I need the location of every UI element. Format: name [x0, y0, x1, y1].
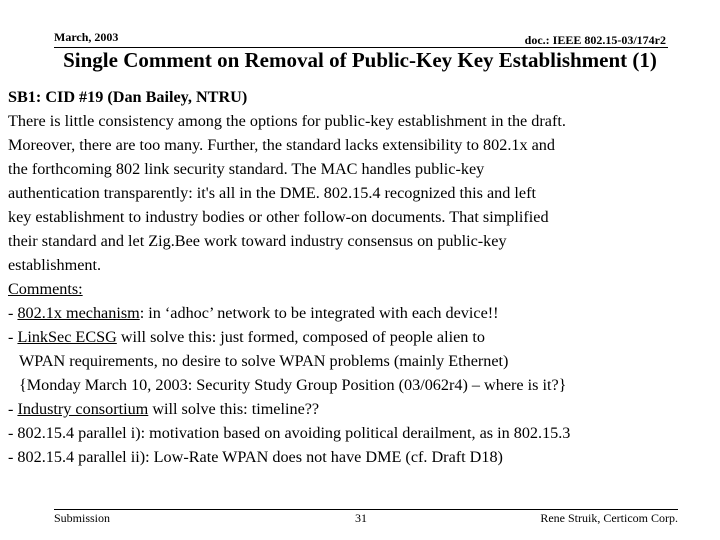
header-date: March, 2003 [54, 30, 119, 44]
comments-heading: Comments: [8, 280, 83, 298]
item-prefix: - [8, 400, 18, 418]
footer-author: Rene Struik, Certicom Corp. [540, 511, 678, 525]
item-text: will solve this: just formed, composed of people alien to [116, 328, 486, 346]
comment-line: authentication transparently: it's all in the DME. 802.15.4 recognized this and left [8, 184, 536, 202]
comment-line: Moreover, there are too many. Further, the standard lacks extensibility to 802.1x and [8, 136, 555, 154]
comments-item-parallel-ii: - 802.15.4 parallel ii): Low-Rate WPAN does not have DME (cf. Draft D18) [8, 448, 503, 466]
comment-line: key establishment to industry bodies or other follow-on documents. That simplified [8, 208, 549, 226]
comments-item-continuation: {Monday March 10, 2003: Security Study Group Position (03/062r4) – where is it?} [19, 376, 567, 394]
footer-divider [54, 509, 678, 510]
slide-body [8, 85, 716, 469]
comment-heading: SB1: CID #19 (Dan Bailey, NTRU) [8, 88, 248, 106]
item-text: : in ‘adhoc’ network to be integrated with each device!! [139, 304, 499, 322]
item-link-industry-consortium: Industry consortium [17, 400, 149, 418]
comments-item-802-1x [8, 301, 716, 325]
comment-line: establishment. [8, 256, 102, 274]
comments-item-industry [8, 397, 716, 421]
footer-page-number: 31 [355, 511, 367, 525]
item-text: will solve this: timeline?? [148, 400, 320, 418]
footer-submission: Submission [54, 511, 111, 525]
comments-item-parallel-i: - 802.15.4 parallel i): motivation based on avoiding political derailment, as in 802.15.3 [8, 424, 571, 442]
item-prefix: - [8, 328, 18, 346]
comment-line: the forthcoming 802 link security standard. The MAC handles public-key [8, 160, 485, 178]
slide-title: Single Comment on Removal of Public-Key Key Establishment (1) [63, 48, 657, 72]
comment-line: their standard and let Zig.Bee work toward industry consensus on public-key [8, 232, 507, 250]
item-prefix: - [8, 304, 18, 322]
item-link-802-1x-mechanism: 802.1x mechanism [17, 304, 140, 322]
header-doc-id: doc.: IEEE 802.15-03/174r2 [524, 33, 666, 47]
comments-item-continuation: WPAN requirements, no desire to solve WPAN problems (mainly Ethernet) [19, 352, 509, 370]
comment-line: There is little consistency among the options for public-key establishment in the draft. [8, 112, 566, 130]
comments-item-linksec [8, 325, 716, 349]
item-link-linksec-ecsg: LinkSec ECSG [17, 328, 117, 346]
